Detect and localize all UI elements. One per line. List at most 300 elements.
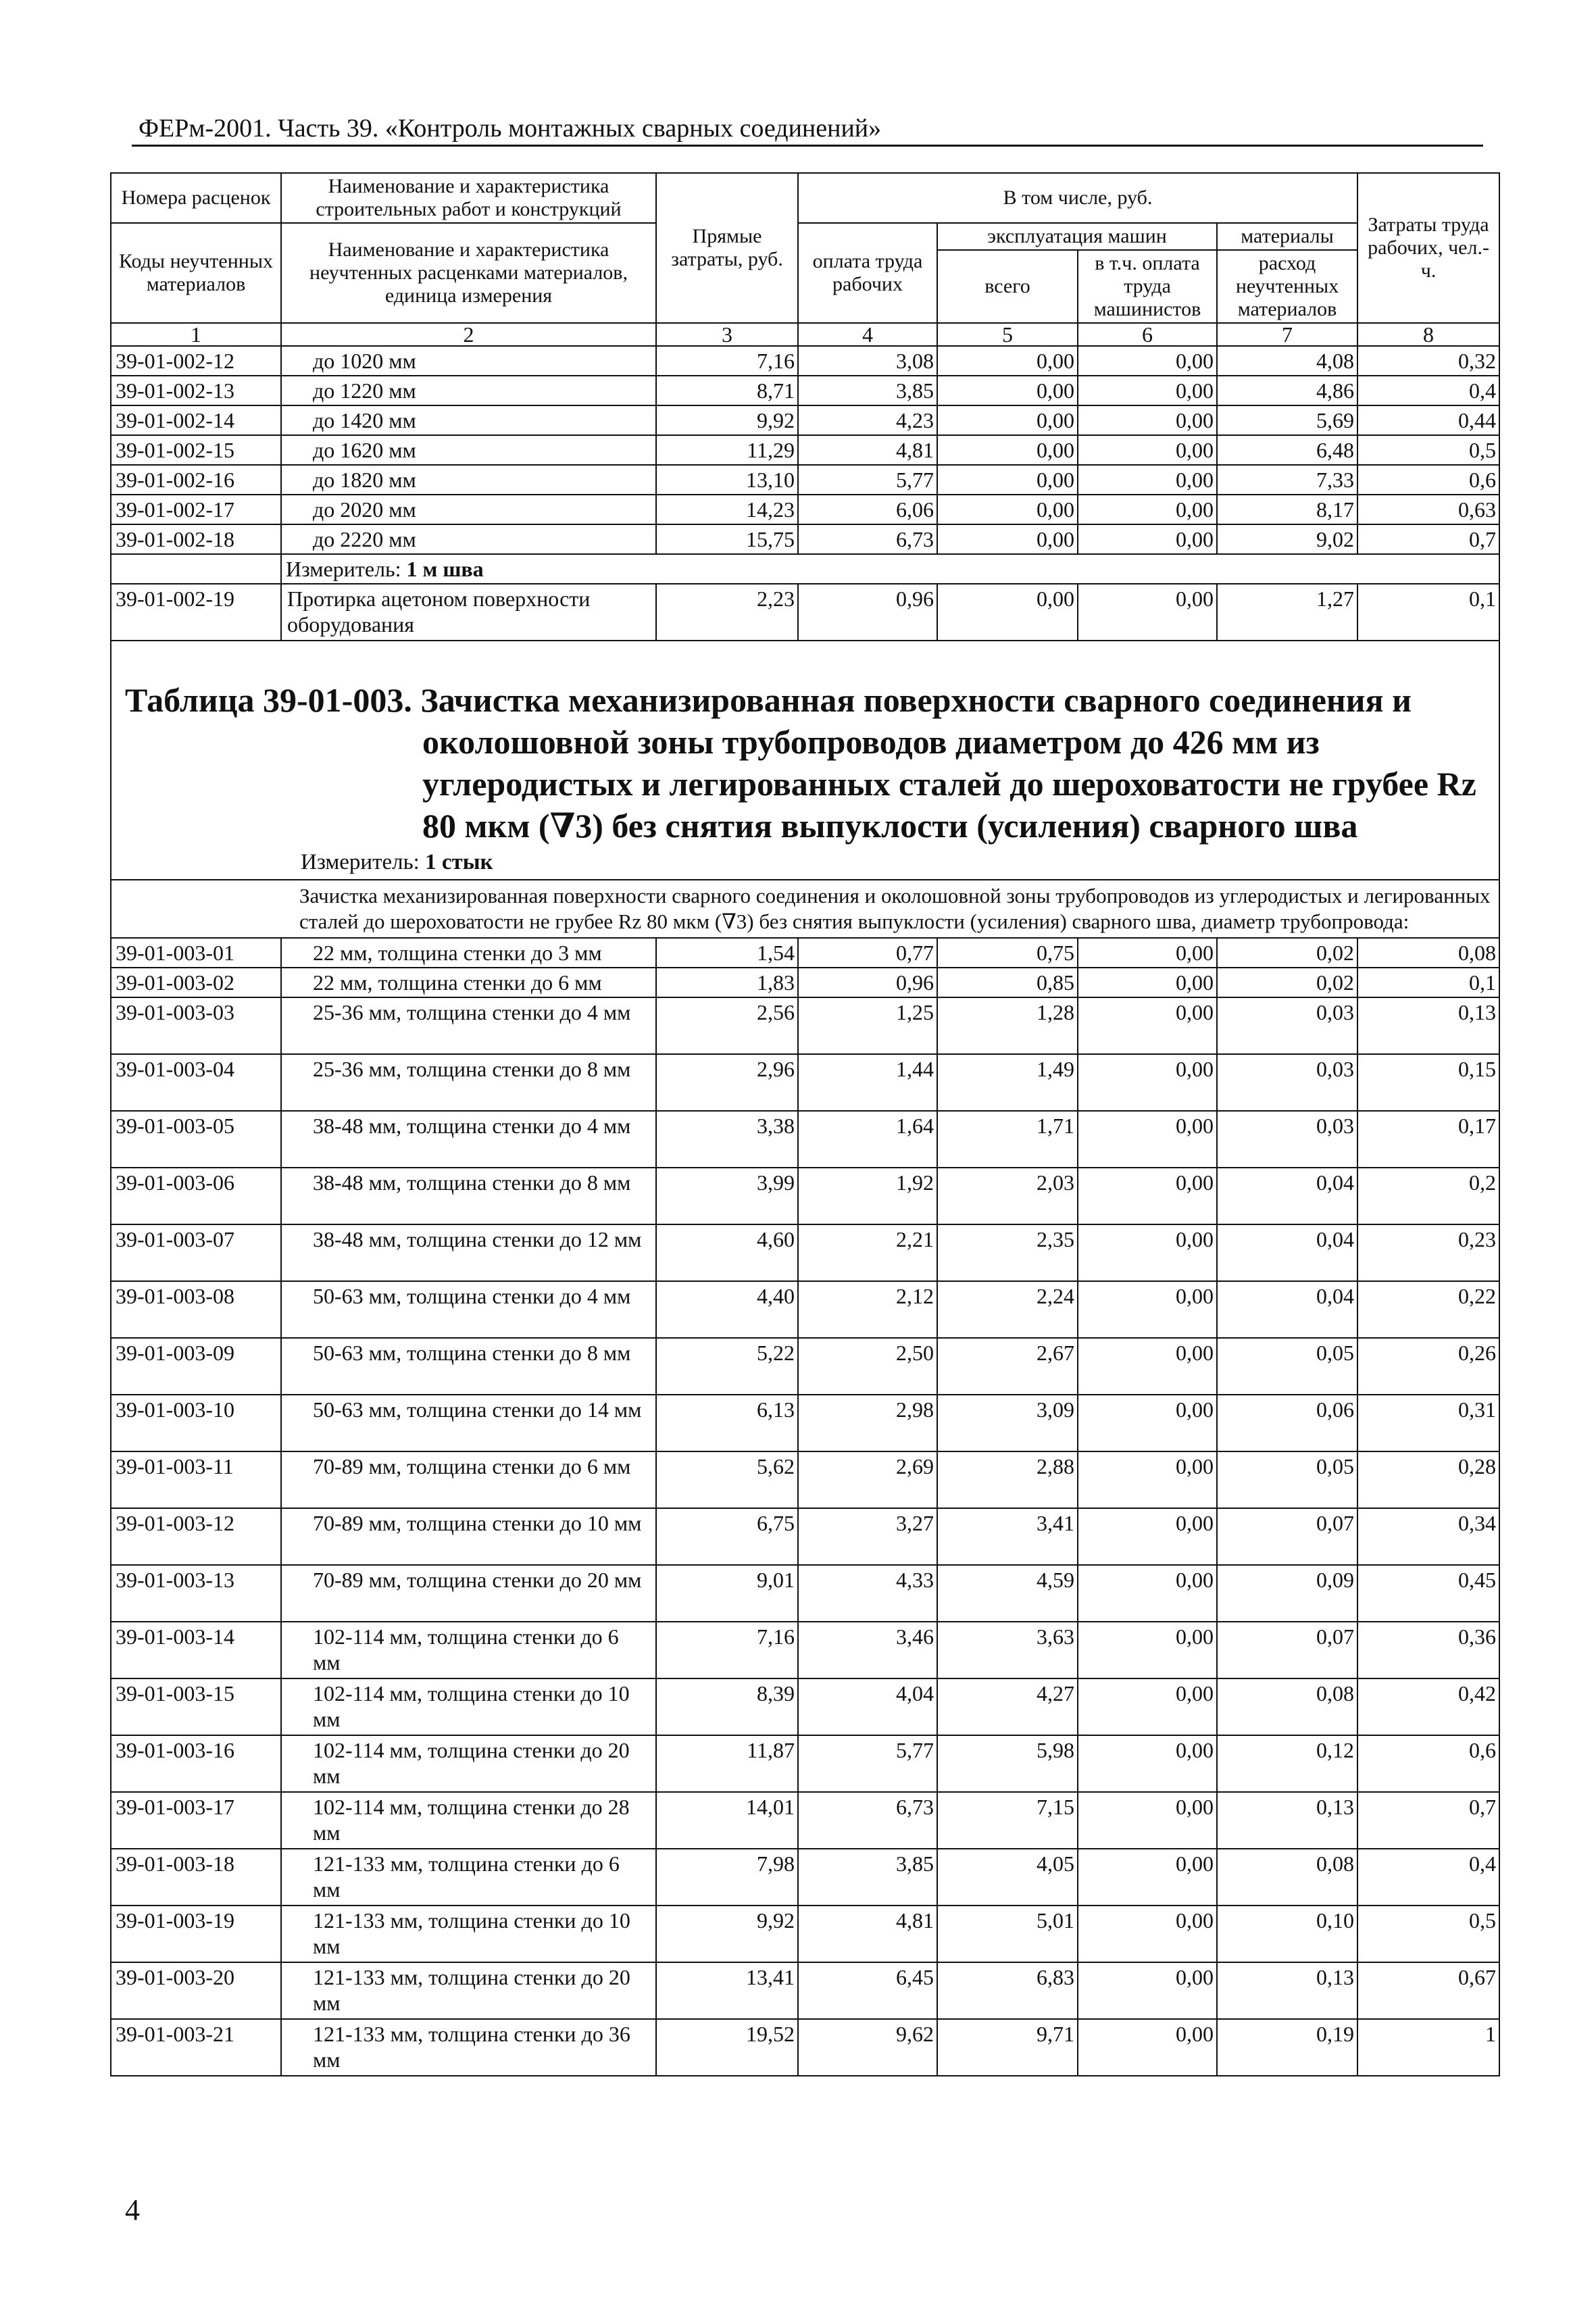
cell-materials: 0,09 xyxy=(1217,1565,1357,1622)
rate-name: до 1820 мм xyxy=(281,465,656,495)
cell-machines-total: 1,49 xyxy=(937,1054,1078,1111)
rate-code: 39-01-003-09 xyxy=(111,1338,281,1395)
cell-labor-pay: 5,77 xyxy=(798,465,937,495)
cell-labor-hours: 0,5 xyxy=(1357,435,1499,465)
table-row xyxy=(111,1622,1499,1678)
cell-labor-hours: 0,42 xyxy=(1357,1678,1499,1735)
cell-operators-pay: 0,00 xyxy=(1078,1792,1217,1849)
table-row xyxy=(111,405,1499,435)
table-row xyxy=(111,968,1499,997)
cell-direct-costs: 13,10 xyxy=(656,465,798,495)
cell-machines-total: 2,35 xyxy=(937,1224,1078,1281)
header-col7: расход неучтенных материалов xyxy=(1217,250,1357,323)
cell-labor-hours: 0,6 xyxy=(1357,1735,1499,1792)
rate-name: до 2220 мм xyxy=(281,524,656,554)
cell-labor-pay: 4,04 xyxy=(798,1678,937,1735)
column-number: 8 xyxy=(1357,323,1499,346)
table-row xyxy=(111,435,1499,465)
cell-labor-pay: 2,50 xyxy=(798,1338,937,1395)
cell-labor-pay: 6,06 xyxy=(798,495,937,524)
cell-materials: 0,10 xyxy=(1217,1906,1357,1962)
rate-name: 25-36 мм, толщина стенки до 4 мм xyxy=(281,997,656,1054)
rate-code: 39-01-003-06 xyxy=(111,1168,281,1224)
cell-labor-pay: 1,25 xyxy=(798,997,937,1054)
meter-section-002 xyxy=(111,554,1499,938)
table-row xyxy=(111,1849,1499,1906)
meter-label: Измеритель: xyxy=(301,850,426,874)
cell-labor-pay: 6,73 xyxy=(798,1792,937,1849)
rate-name: 38-48 мм, толщина стенки до 12 мм xyxy=(281,1224,656,1281)
header-col8: Затраты труда рабочих, чел.-ч. xyxy=(1357,173,1499,323)
table-row xyxy=(111,495,1499,524)
rate-name: 102-114 мм, толщина стенки до 28 мм xyxy=(281,1792,656,1849)
table-row xyxy=(111,1224,1499,1281)
cell-operators-pay: 0,00 xyxy=(1078,405,1217,435)
cell-materials: 0,13 xyxy=(1217,1962,1357,2019)
header-col4: оплата труда рабочих xyxy=(798,223,937,323)
header-col1-bottom: Коды неучтенных материалов xyxy=(111,223,281,323)
cell-materials: 0,03 xyxy=(1217,1054,1357,1111)
cell-machines-total: 1,28 xyxy=(937,997,1078,1054)
cell-machines-total: 0,00 xyxy=(937,376,1078,405)
rate-name: 22 мм, толщина стенки до 3 мм xyxy=(281,938,656,968)
cell-labor-pay: 4,81 xyxy=(798,1906,937,1962)
cell-operators-pay: 0,00 xyxy=(1078,968,1217,997)
cell-labor-hours: 0,4 xyxy=(1357,376,1499,405)
cell-direct-costs: 8,71 xyxy=(656,376,798,405)
cell-machines-total: 2,24 xyxy=(937,1281,1078,1338)
cell-labor-hours: 0,22 xyxy=(1357,1281,1499,1338)
rate-name: 102-114 мм, толщина стенки до 6 мм xyxy=(281,1622,656,1678)
cell-labor-pay: 0,96 xyxy=(798,968,937,997)
cell-labor-hours: 1 xyxy=(1357,2019,1499,2076)
title-line-4: 80 мкм (∇3) без снятия выпуклости (усиления) сварного шва xyxy=(422,807,1358,845)
column-numbers-row xyxy=(111,323,1499,346)
cell-labor-hours: 0,17 xyxy=(1357,1111,1499,1168)
rate-code: 39-01-002-16 xyxy=(111,465,281,495)
rate-code: 39-01-002-12 xyxy=(111,346,281,376)
cell-direct-costs: 14,01 xyxy=(656,1792,798,1849)
table-row xyxy=(111,1338,1499,1395)
cell-labor-hours: 0,7 xyxy=(1357,524,1499,554)
rate-code: 39-01-003-21 xyxy=(111,2019,281,2076)
table-row xyxy=(111,2019,1499,2076)
cell-machines-total: 0,00 xyxy=(937,495,1078,524)
rate-name: 70-89 мм, толщина стенки до 20 мм xyxy=(281,1565,656,1622)
table-row xyxy=(111,1451,1499,1508)
cell-operators-pay: 0,00 xyxy=(1078,997,1217,1054)
cell-materials: 5,69 xyxy=(1217,405,1357,435)
rate-name: 50-63 мм, толщина стенки до 8 мм xyxy=(281,1338,656,1395)
table-row xyxy=(111,1962,1499,2019)
cell-materials: 0,13 xyxy=(1217,1792,1357,1849)
cell-machines-total: 7,15 xyxy=(937,1792,1078,1849)
cell-machines-total: 0,85 xyxy=(937,968,1078,997)
cell-labor-pay: 6,73 xyxy=(798,524,937,554)
cell-labor-hours: 0,4 xyxy=(1357,1849,1499,1906)
column-number: 3 xyxy=(656,323,798,346)
rate-name: до 1220 мм xyxy=(281,376,656,405)
table-row xyxy=(111,1168,1499,1224)
table-row xyxy=(111,1906,1499,1962)
cell-labor-hours: 0,13 xyxy=(1357,997,1499,1054)
table-row xyxy=(111,1054,1499,1111)
cell-direct-costs: 13,41 xyxy=(656,1962,798,2019)
rate-code: 39-01-003-11 xyxy=(111,1451,281,1508)
rate-code: 39-01-003-16 xyxy=(111,1735,281,1792)
cell-operators-pay: 0,00 xyxy=(1078,435,1217,465)
table-row xyxy=(111,1735,1499,1792)
cell-labor-pay: 6,45 xyxy=(798,1962,937,2019)
cell-direct-costs: 8,39 xyxy=(656,1678,798,1735)
cell-direct-costs: 14,23 xyxy=(656,495,798,524)
group-description: Зачистка механизированная поверхности сварного соединения и околошовной зоны трубопроводов из углеродистых и легированных сталей до шероховатости не грубее Rz 80 мкм (∇3) без снятия выпуклости (усиления) сварного шва, диаметр трубопровода: xyxy=(111,880,1499,938)
page-number: 4 xyxy=(125,2193,140,2226)
rate-code: 39-01-003-10 xyxy=(111,1395,281,1451)
page-header: ФЕРм-2001. Часть 39. «Контроль монтажных сварных соединений» xyxy=(139,114,882,143)
cell-labor-hours: 0,63 xyxy=(1357,495,1499,524)
cell-labor-pay: 1,44 xyxy=(798,1054,937,1111)
cell-materials: 0,05 xyxy=(1217,1338,1357,1395)
cell-machines-total: 0,00 xyxy=(937,465,1078,495)
header-group-machines: эксплуатация машин xyxy=(937,223,1217,250)
cell-operators-pay: 0,00 xyxy=(1078,1849,1217,1906)
cell-labor-pay: 3,46 xyxy=(798,1622,937,1678)
rate-code: 39-01-002-19 xyxy=(111,584,281,641)
cell-machines-total: 6,83 xyxy=(937,1962,1078,2019)
cell-materials: 4,86 xyxy=(1217,376,1357,405)
meter-spacer xyxy=(111,554,281,584)
rate-code: 39-01-003-03 xyxy=(111,997,281,1054)
title-lead: Таблица 39-01-003. xyxy=(125,681,421,719)
cell-operators-pay: 0,00 xyxy=(1078,1395,1217,1451)
rate-code: 39-01-003-04 xyxy=(111,1054,281,1111)
cell-machines-total: 0,00 xyxy=(937,524,1078,554)
rate-name: 50-63 мм, толщина стенки до 14 мм xyxy=(281,1395,656,1451)
cell-materials: 0,04 xyxy=(1217,1168,1357,1224)
table-row xyxy=(111,1395,1499,1451)
cell-machines-total: 1,71 xyxy=(937,1111,1078,1168)
cell-direct-costs: 6,75 xyxy=(656,1508,798,1565)
cell-materials: 0,07 xyxy=(1217,1508,1357,1565)
table-row xyxy=(111,997,1499,1054)
rate-code: 39-01-003-07 xyxy=(111,1224,281,1281)
cell-labor-pay: 2,12 xyxy=(798,1281,937,1338)
rate-name: 38-48 мм, толщина стенки до 8 мм xyxy=(281,1168,656,1224)
cell-machines-total: 0,00 xyxy=(937,435,1078,465)
cell-labor-hours: 0,08 xyxy=(1357,938,1499,968)
table-body-003 xyxy=(111,938,1499,2076)
cell-materials: 0,04 xyxy=(1217,1281,1357,1338)
cell-labor-hours: 0,2 xyxy=(1357,1168,1499,1224)
cell-direct-costs: 7,16 xyxy=(656,1622,798,1678)
cell-machines-total: 0,00 xyxy=(937,346,1078,376)
meter-002 xyxy=(281,554,1499,584)
cell-materials: 0,19 xyxy=(1217,2019,1357,2076)
cell-operators-pay: 0,00 xyxy=(1078,1451,1217,1508)
cell-labor-hours: 0,23 xyxy=(1357,1224,1499,1281)
cell-labor-pay: 3,27 xyxy=(798,1508,937,1565)
cell-operators-pay: 0,00 xyxy=(1078,584,1217,641)
rate-name: до 1420 мм xyxy=(281,405,656,435)
header-col1-top: Номера расценок xyxy=(111,173,281,223)
rate-name: 38-48 мм, толщина стенки до 4 мм xyxy=(281,1111,656,1168)
rate-code: 39-01-002-15 xyxy=(111,435,281,465)
cell-labor-pay: 5,77 xyxy=(798,1735,937,1792)
cell-operators-pay: 0,00 xyxy=(1078,1338,1217,1395)
cell-labor-hours: 0,1 xyxy=(1357,968,1499,997)
header-group-including: В том числе, руб. xyxy=(798,173,1357,223)
cell-operators-pay: 0,00 xyxy=(1078,1622,1217,1678)
cell-operators-pay: 0,00 xyxy=(1078,376,1217,405)
cell-direct-costs: 7,16 xyxy=(656,346,798,376)
cell-operators-pay: 0,00 xyxy=(1078,1735,1217,1792)
cell-labor-pay: 4,23 xyxy=(798,405,937,435)
rates-table xyxy=(110,172,1500,2076)
meter-unit: 1 стык xyxy=(425,850,493,874)
cell-labor-pay: 4,33 xyxy=(798,1565,937,1622)
cell-direct-costs: 4,40 xyxy=(656,1281,798,1338)
header-rule xyxy=(132,145,1483,147)
rate-code: 39-01-003-20 xyxy=(111,1962,281,2019)
table-row xyxy=(111,938,1499,968)
meter-label: Измеритель: xyxy=(286,557,407,581)
cell-labor-hours: 0,26 xyxy=(1357,1338,1499,1395)
rate-code: 39-01-003-05 xyxy=(111,1111,281,1168)
cell-direct-costs: 1,83 xyxy=(656,968,798,997)
cell-labor-hours: 0,44 xyxy=(1357,405,1499,435)
cell-labor-pay: 0,77 xyxy=(798,938,937,968)
column-number: 1 xyxy=(111,323,281,346)
rate-name: 121-133 мм, толщина стенки до 20 мм xyxy=(281,1962,656,2019)
cell-operators-pay: 0,00 xyxy=(1078,1678,1217,1735)
rate-name: 102-114 мм, толщина стенки до 10 мм xyxy=(281,1678,656,1735)
cell-materials: 0,08 xyxy=(1217,1678,1357,1735)
cell-labor-pay: 4,81 xyxy=(798,435,937,465)
cell-direct-costs: 15,75 xyxy=(656,524,798,554)
header-col2-top: Наименование и характеристика строительных работ и конструкций xyxy=(281,173,656,223)
rate-code: 39-01-003-15 xyxy=(111,1678,281,1735)
cell-materials: 0,12 xyxy=(1217,1735,1357,1792)
cell-machines-total: 0,75 xyxy=(937,938,1078,968)
cell-labor-pay: 3,85 xyxy=(798,1849,937,1906)
table-row xyxy=(111,1111,1499,1168)
cell-labor-hours: 0,6 xyxy=(1357,465,1499,495)
title-line-3: углеродистых и легированных сталей до шероховатости не грубее Rz xyxy=(422,765,1476,803)
meter-unit: 1 м шва xyxy=(406,557,484,581)
rate-name: до 2020 мм xyxy=(281,495,656,524)
rate-code: 39-01-003-13 xyxy=(111,1565,281,1622)
table-row xyxy=(111,346,1499,376)
cell-machines-total: 3,09 xyxy=(937,1395,1078,1451)
cell-operators-pay: 0,00 xyxy=(1078,346,1217,376)
table-row xyxy=(111,584,1499,641)
table-row xyxy=(111,1678,1499,1735)
cell-machines-total: 9,71 xyxy=(937,2019,1078,2076)
cell-operators-pay: 0,00 xyxy=(1078,1962,1217,2019)
cell-machines-total: 4,27 xyxy=(937,1678,1078,1735)
cell-materials: 0,03 xyxy=(1217,997,1357,1054)
cell-labor-pay: 2,98 xyxy=(798,1395,937,1451)
cell-operators-pay: 0,00 xyxy=(1078,524,1217,554)
cell-machines-total: 4,05 xyxy=(937,1849,1078,1906)
cell-materials: 0,02 xyxy=(1217,938,1357,968)
column-number: 2 xyxy=(281,323,656,346)
cell-labor-pay: 2,69 xyxy=(798,1451,937,1508)
cell-operators-pay: 0,00 xyxy=(1078,1224,1217,1281)
rate-code: 39-01-003-08 xyxy=(111,1281,281,1338)
cell-operators-pay: 0,00 xyxy=(1078,938,1217,968)
rate-name: 22 мм, толщина стенки до 6 мм xyxy=(281,968,656,997)
header-group-materials: материалы xyxy=(1217,223,1357,250)
title-line-2: околошовной зоны трубопроводов диаметром до 426 мм из xyxy=(422,723,1320,761)
column-number: 5 xyxy=(937,323,1078,346)
cell-labor-hours: 0,32 xyxy=(1357,346,1499,376)
rate-name: до 1020 мм xyxy=(281,346,656,376)
title-line-1: Зачистка механизированная поверхности сварного соединения и xyxy=(420,681,1412,719)
cell-labor-pay: 3,85 xyxy=(798,376,937,405)
rate-code: 39-01-003-18 xyxy=(111,1849,281,1906)
cell-materials: 4,08 xyxy=(1217,346,1357,376)
cell-labor-hours: 0,36 xyxy=(1357,1622,1499,1678)
cell-labor-hours: 0,5 xyxy=(1357,1906,1499,1962)
cell-materials: 0,05 xyxy=(1217,1451,1357,1508)
table-003-title-cell xyxy=(111,641,1499,880)
cell-materials: 0,06 xyxy=(1217,1395,1357,1451)
rate-code: 39-01-002-14 xyxy=(111,405,281,435)
cell-direct-costs: 2,23 xyxy=(656,584,798,641)
cell-labor-hours: 0,31 xyxy=(1357,1395,1499,1451)
cell-labor-hours: 0,15 xyxy=(1357,1054,1499,1111)
cell-operators-pay: 0,00 xyxy=(1078,1906,1217,1962)
rate-code: 39-01-002-17 xyxy=(111,495,281,524)
column-number: 7 xyxy=(1217,323,1357,346)
rate-code: 39-01-002-13 xyxy=(111,376,281,405)
rate-name: 102-114 мм, толщина стенки до 20 мм xyxy=(281,1735,656,1792)
cell-labor-pay: 1,64 xyxy=(798,1111,937,1168)
rate-code: 39-01-003-01 xyxy=(111,938,281,968)
header-col5: всего xyxy=(937,250,1078,323)
cell-labor-hours: 0,28 xyxy=(1357,1451,1499,1508)
cell-direct-costs: 9,01 xyxy=(656,1565,798,1622)
table-row xyxy=(111,1508,1499,1565)
table-body-002 xyxy=(111,346,1499,554)
cell-materials: 7,33 xyxy=(1217,465,1357,495)
cell-labor-pay: 3,08 xyxy=(798,346,937,376)
rate-code: 39-01-003-17 xyxy=(111,1792,281,1849)
cell-materials: 1,27 xyxy=(1217,584,1357,641)
rate-name: 121-133 мм, толщина стенки до 10 мм xyxy=(281,1906,656,1962)
rate-name: до 1620 мм xyxy=(281,435,656,465)
cell-direct-costs: 3,38 xyxy=(656,1111,798,1168)
rate-name: Протирка ацетоном поверхности оборудования xyxy=(281,584,656,641)
cell-machines-total: 4,59 xyxy=(937,1565,1078,1622)
cell-direct-costs: 5,62 xyxy=(656,1451,798,1508)
cell-operators-pay: 0,00 xyxy=(1078,1565,1217,1622)
cell-direct-costs: 9,92 xyxy=(656,1906,798,1962)
meter-003 xyxy=(111,847,1499,879)
table-003-title xyxy=(111,679,1499,847)
cell-machines-total: 0,00 xyxy=(937,405,1078,435)
cell-direct-costs: 11,87 xyxy=(656,1735,798,1792)
cell-materials: 0,03 xyxy=(1217,1111,1357,1168)
cell-materials: 6,48 xyxy=(1217,435,1357,465)
cell-direct-costs: 9,92 xyxy=(656,405,798,435)
column-number: 6 xyxy=(1078,323,1217,346)
cell-direct-costs: 5,22 xyxy=(656,1338,798,1395)
cell-direct-costs: 7,98 xyxy=(656,1849,798,1906)
cell-materials: 0,08 xyxy=(1217,1849,1357,1906)
cell-operators-pay: 0,00 xyxy=(1078,465,1217,495)
cell-direct-costs: 3,99 xyxy=(656,1168,798,1224)
cell-operators-pay: 0,00 xyxy=(1078,1054,1217,1111)
cell-direct-costs: 6,13 xyxy=(656,1395,798,1451)
cell-labor-hours: 0,45 xyxy=(1357,1565,1499,1622)
cell-direct-costs: 2,96 xyxy=(656,1054,798,1111)
table-row xyxy=(111,524,1499,554)
table-row xyxy=(111,1792,1499,1849)
cell-materials: 0,04 xyxy=(1217,1224,1357,1281)
cell-machines-total: 0,00 xyxy=(937,584,1078,641)
rate-name: 121-133 мм, толщина стенки до 6 мм xyxy=(281,1849,656,1906)
cell-direct-costs: 1,54 xyxy=(656,938,798,968)
cell-machines-total: 2,67 xyxy=(937,1338,1078,1395)
cell-direct-costs: 19,52 xyxy=(656,2019,798,2076)
cell-labor-hours: 0,34 xyxy=(1357,1508,1499,1565)
cell-operators-pay: 0,00 xyxy=(1078,1168,1217,1224)
cell-direct-costs: 4,60 xyxy=(656,1224,798,1281)
cell-operators-pay: 0,00 xyxy=(1078,1508,1217,1565)
rate-name: 70-89 мм, толщина стенки до 6 мм xyxy=(281,1451,656,1508)
header-col6: в т.ч. оплата труда машинистов xyxy=(1078,250,1217,323)
cell-machines-total: 3,63 xyxy=(937,1622,1078,1678)
table-row xyxy=(111,1281,1499,1338)
rate-code: 39-01-003-19 xyxy=(111,1906,281,1962)
cell-direct-costs: 2,56 xyxy=(656,997,798,1054)
cell-machines-total: 5,01 xyxy=(937,1906,1078,1962)
rate-code: 39-01-003-12 xyxy=(111,1508,281,1565)
table-row xyxy=(111,1565,1499,1622)
cell-operators-pay: 0,00 xyxy=(1078,495,1217,524)
cell-labor-hours: 0,67 xyxy=(1357,1962,1499,2019)
cell-labor-hours: 0,7 xyxy=(1357,1792,1499,1849)
table-row xyxy=(111,465,1499,495)
cell-machines-total: 5,98 xyxy=(937,1735,1078,1792)
rate-code: 39-01-003-14 xyxy=(111,1622,281,1678)
cell-labor-hours: 0,1 xyxy=(1357,584,1499,641)
cell-labor-pay: 1,92 xyxy=(798,1168,937,1224)
cell-labor-pay: 0,96 xyxy=(798,584,937,641)
cell-operators-pay: 0,00 xyxy=(1078,1281,1217,1338)
cell-labor-pay: 2,21 xyxy=(798,1224,937,1281)
header-col2-bottom: Наименование и характеристика неучтенных расценками материалов, единица измерения xyxy=(281,223,656,323)
table-row xyxy=(111,376,1499,405)
cell-direct-costs: 11,29 xyxy=(656,435,798,465)
cell-materials: 8,17 xyxy=(1217,495,1357,524)
rate-name: 70-89 мм, толщина стенки до 10 мм xyxy=(281,1508,656,1565)
header-col3: Прямые затраты, руб. xyxy=(656,173,798,323)
column-number: 4 xyxy=(798,323,937,346)
rate-name: 25-36 мм, толщина стенки до 8 мм xyxy=(281,1054,656,1111)
cell-machines-total: 3,41 xyxy=(937,1508,1078,1565)
cell-labor-pay: 9,62 xyxy=(798,2019,937,2076)
rate-name: 50-63 мм, толщина стенки до 4 мм xyxy=(281,1281,656,1338)
rate-code: 39-01-003-02 xyxy=(111,968,281,997)
cell-machines-total: 2,88 xyxy=(937,1451,1078,1508)
cell-materials: 9,02 xyxy=(1217,524,1357,554)
cell-operators-pay: 0,00 xyxy=(1078,1111,1217,1168)
rate-code: 39-01-002-18 xyxy=(111,524,281,554)
